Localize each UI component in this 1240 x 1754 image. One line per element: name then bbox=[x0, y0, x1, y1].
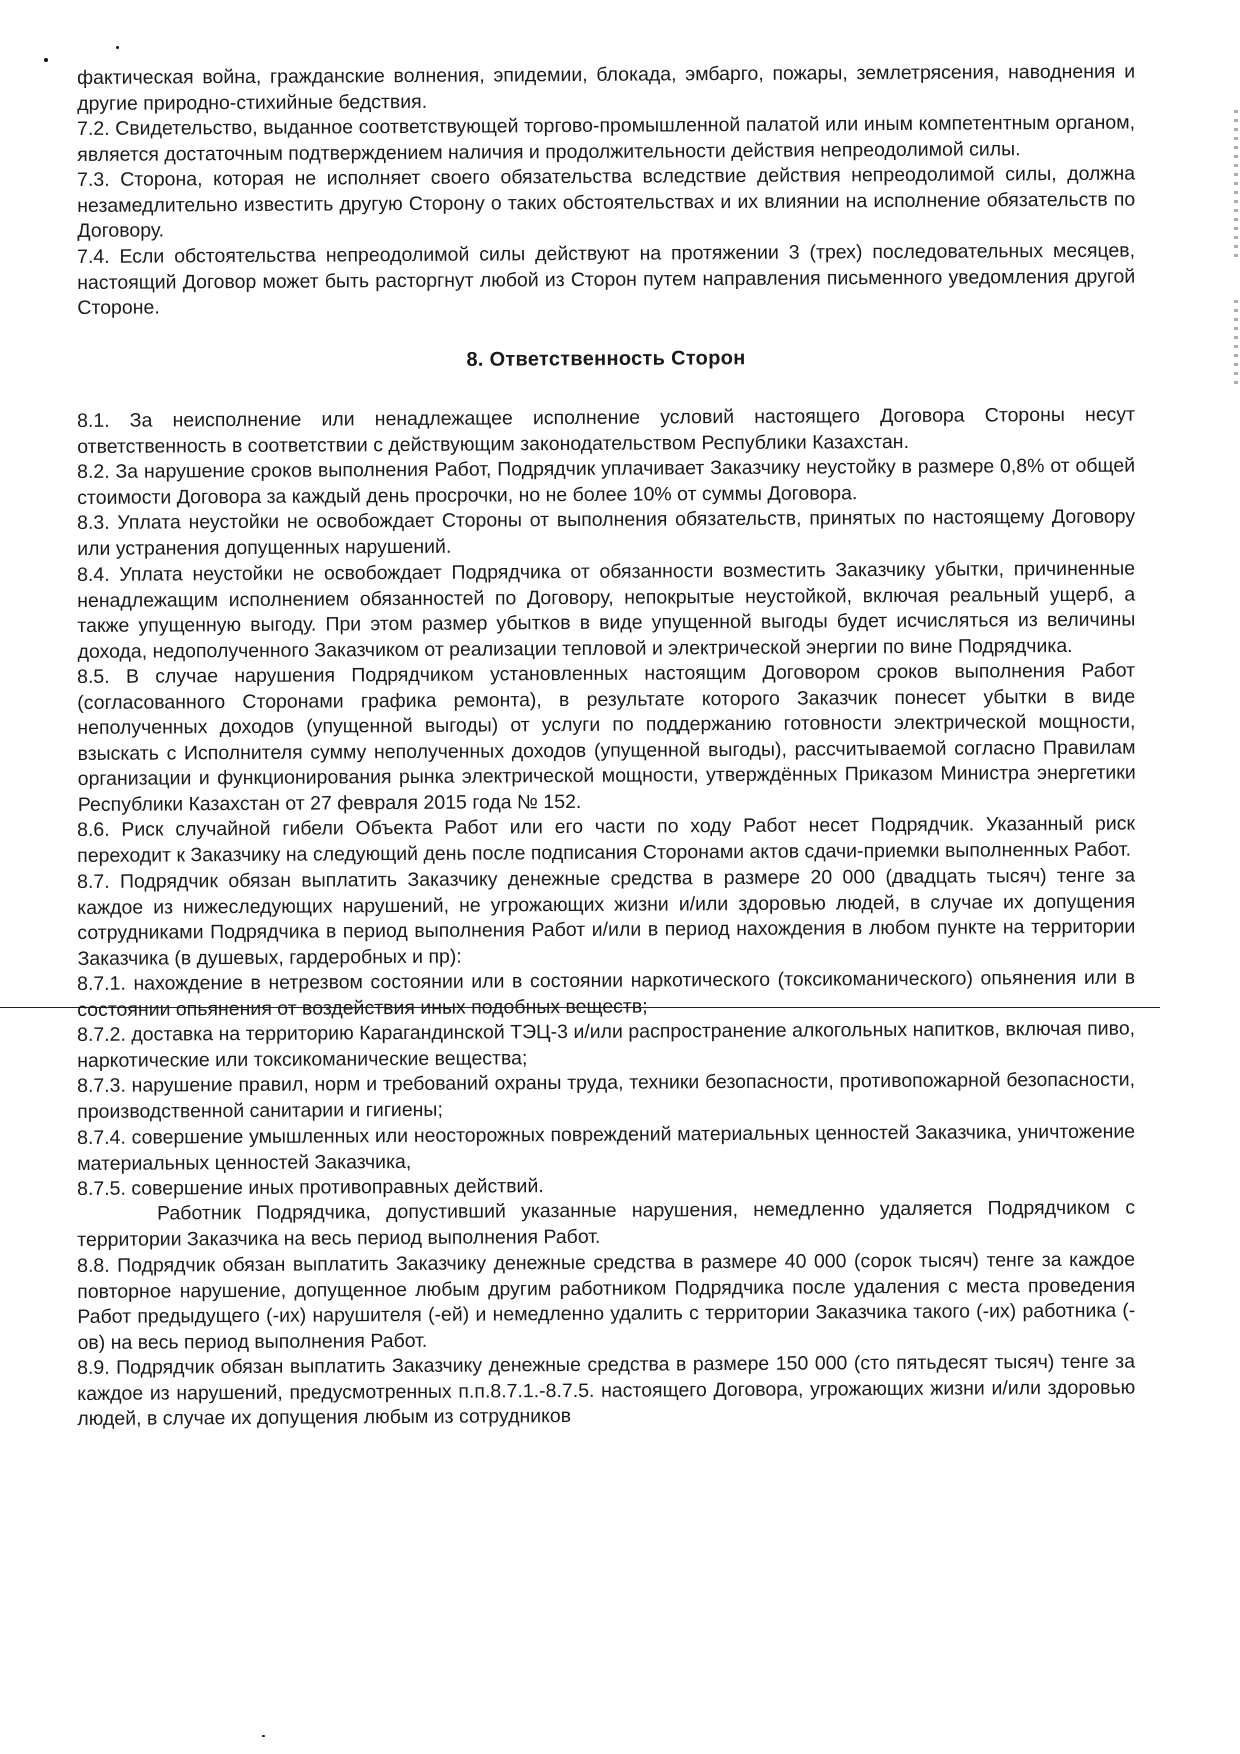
section-8 bbox=[77, 403, 1136, 1433]
paragraph-8-2: 8.2. За нарушение сроков выполнения Работ, Подрядчик уплачивает Заказчику неустойку в размере 0,8% от общей стоимости Договора за каждый день просрочки, но не более 10% от суммы Договора. bbox=[77, 454, 1136, 509]
scan-speck bbox=[44, 58, 48, 62]
paragraph-8-5: 8.5. В случае нарушения Подрядчиком установленных настоящим Договором сроков выполнения Работ (согласованного Сторонами графика ремонта), в результате которого Заказчик понесет убытки в виде неполученных доходов (упущенной выгоды) от услуги по поддержанию готовности электрической мощности, взыскать с Исполнителя сумму неполученных доходов (упущенной выгоды), рассчитываемой согласно Правилам организации и функционирования рынка электрической мощности, утверждённых Приказом Министра энергетики Республики Казахстан от 27 февраля 2015 года № 152. bbox=[77, 659, 1136, 816]
scan-speck bbox=[262, 1735, 265, 1737]
section-7-continuation bbox=[77, 60, 1136, 322]
paragraph-8-3: 8.3. Уплата неустойки не освобождает Стороны от выполнения обязательств, принятых по настоящему Договору или устранения допущенных нарушений. bbox=[77, 505, 1136, 560]
scan-speck bbox=[116, 46, 119, 49]
paragraph-8-1: 8.1. За неисполнение или ненадлежащее исполнение условий настоящего Договора Стороны несут ответственность в соответствии с действующим законодательством Республики Казахстан. bbox=[77, 403, 1136, 458]
paragraph-7-4: 7.4. Если обстоятельства непреодолимой силы действуют на протяжении 3 (трех) последовательных месяцев, настоящий Договор может быть расторгнут любой из Сторон путем направления письменного уведомления другой Стороне. bbox=[77, 239, 1136, 320]
document-body bbox=[77, 60, 1136, 1433]
paragraph-8-7-3: 8.7.3. нарушение правил, норм и требований охраны труда, техники безопасности, противопожарной безопасности, производственной санитарии и гигиены; bbox=[77, 1068, 1136, 1123]
paragraph-8-7-2: 8.7.2. доставка на территорию Карагандинской ТЭЦ-3 и/или распространение алкогольных напитков, включая пиво, наркотические или токсикоманические вещества; bbox=[77, 1017, 1136, 1072]
paragraph-worker-removal: Работник Подрядчика, допустивший указанные нарушения, немедленно удаляется Подрядчиком с территории Заказчика на весь период выполнения Работ. bbox=[77, 1196, 1136, 1251]
paragraph-7-3: 7.3. Сторона, которая не исполняет своего обязательства вследствие действия непреодолимой силы, должна незамедлительно известить другую Сторону о таких обстоятельствах и их влиянии на исполнение обязательств по Договору. bbox=[77, 162, 1136, 243]
paragraph-8-4: 8.4. Уплата неустойки не освобождает Подрядчика от обязанности возместить Заказчику убытки, причиненные ненадлежащим исполнением обязанностей по Договору, непокрытые неустойкой, включая реальный ущерб, а также упущенную выгоду. При этом размер убытков в виде упущенной выгоды будет исчисляться из величины дохода, недополученного Заказчиком от реализации тепловой и электрической энергии по вине Подрядчика. bbox=[77, 557, 1136, 663]
paragraph-8-7-4: 8.7.4. совершение умышленных или неосторожных повреждений материальных ценностей Заказчика, уничтожение материальных ценностей Заказчика, bbox=[77, 1120, 1136, 1175]
paragraph-7-2: 7.2. Свидетельство, выданное соответствующей торгово-промышленной палатой или иным компетентным органом, является достаточным подтверждением наличия и продолжительности действия непреодолимой силы. bbox=[77, 111, 1136, 166]
paragraph-8-7-1: 8.7.1. нахождение в нетрезвом состоянии или в состоянии наркотического (токсикоманического) опьянения или в состоянии опьянения от воздействия иных подобных веществ; bbox=[77, 966, 1136, 1021]
paragraph: фактическая война, гражданские волнения, эпидемии, блокада, эмбарго, пожары, землетрясения, наводнения и другие природно-стихийные бедствия. bbox=[77, 60, 1136, 115]
scan-edge-noise bbox=[1234, 110, 1238, 260]
paragraph-8-8: 8.8. Подрядчик обязан выплатить Заказчику денежные средства в размере 40 000 (сорок тысяч) тенге за каждое повторное нарушение, допущенное любым другим работником Подрядчика после удаления с места проведения Работ предыдущего (-их) нарушителя (-ей) и немедленно удалить с территории Заказчика такого (-их) работника (-ов) на весь период выполнения Работ. bbox=[77, 1248, 1136, 1354]
paragraph-8-6: 8.6. Риск случайной гибели Объекта Работ или его части по ходу Работ несет Подрядчик. Указанный риск переходит к Заказчику на следующий день после подписания Сторонами актов сдачи-приемки выполненных Работ. bbox=[77, 812, 1136, 868]
paragraph-8-9: 8.9. Подрядчик обязан выплатить Заказчику денежные средства в размере 150 000 (сто пятьдесят тысяч) тенге за каждое из нарушений, предусмотренных п.п.8.7.1.-8.7.5. настоящего Договора, угрожающих жизни и/или здоровью людей, в случае их допущения любым из сотрудников bbox=[77, 1350, 1136, 1431]
paragraph-8-7-5: 8.7.5. совершение иных противоправных действий. bbox=[77, 1174, 544, 1200]
section-title: 8. Ответственность Сторон bbox=[466, 347, 746, 371]
paragraph-8-7: 8.7. Подрядчик обязан выплатить Заказчику денежные средства в размере 20 000 (двадцать тысяч) тенге за каждое из нижеследующих нарушений, не угрожающих жизни и/или здоровью людей, в случае их допущения сотрудниками Подрядчика в период выполнения Работ и/или в период нахождения в любом пункте на территории Заказчика (в душевых, гардеробных и пр): bbox=[77, 864, 1136, 970]
scan-edge-noise bbox=[1234, 300, 1238, 390]
